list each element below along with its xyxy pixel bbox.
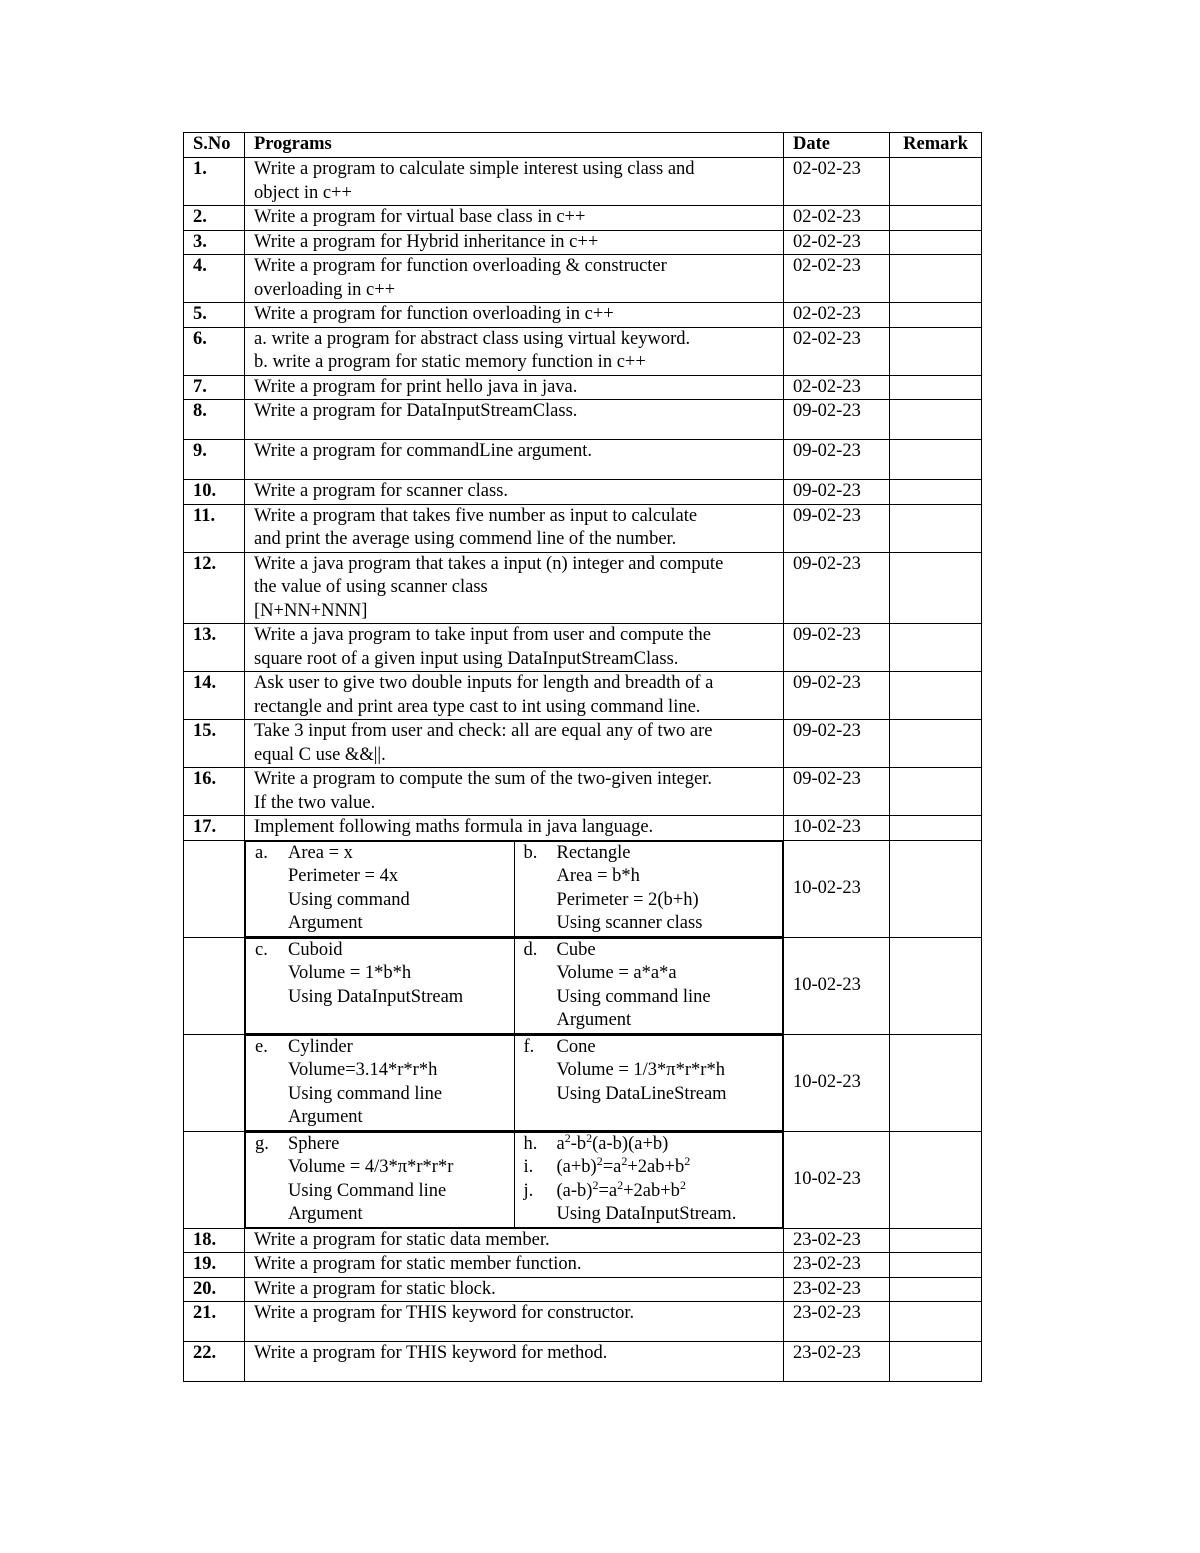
formula-label: j. <box>523 1180 534 1201</box>
row-sno: 12. <box>184 552 245 624</box>
row-program <box>245 552 784 624</box>
program-line: Write a java program to take input from user and compute the <box>254 625 711 645</box>
formula-left <box>246 841 515 936</box>
formula-line: Argument <box>556 1010 632 1030</box>
program-line: Write a program for static data member. <box>254 1229 550 1250</box>
formula-text <box>556 1130 669 1157</box>
program-line: Write a program for DataInputStreamClass. <box>254 401 578 421</box>
formula-label: b. <box>523 842 538 863</box>
row-remark <box>890 375 982 400</box>
row-date: 23-02-23 <box>784 1302 890 1342</box>
row-remark <box>890 504 982 552</box>
row-remark <box>890 230 982 255</box>
row-program <box>245 255 784 303</box>
table-row <box>184 1253 982 1278</box>
row-program <box>245 230 784 255</box>
row-program <box>245 1277 784 1302</box>
row-sno <box>184 1034 245 1131</box>
formula-line: Perimeter = 4x <box>288 866 399 886</box>
formula-line: Volume=3.14*r*r*h <box>288 1060 438 1080</box>
formula-text <box>557 939 711 1033</box>
row-program <box>245 440 784 480</box>
row-program <box>245 504 784 552</box>
table-row <box>184 816 982 841</box>
formula-row <box>184 1034 982 1131</box>
row-date: 02-02-23 <box>784 230 890 255</box>
formula-line: Volume = a*a*a <box>556 963 677 983</box>
row-sno: 17. <box>184 816 245 841</box>
formula-subtable <box>245 1035 783 1131</box>
row-sno: 9. <box>184 440 245 480</box>
program-line: the value of using scanner class <box>254 577 488 597</box>
row-date: 02-02-23 <box>784 375 890 400</box>
formula-right <box>514 841 783 936</box>
row-date: 09-02-23 <box>784 720 890 768</box>
formula-line: Argument <box>288 913 363 933</box>
formula-cell <box>245 840 784 937</box>
formula-text <box>556 1153 691 1180</box>
row-sno: 19. <box>184 1253 245 1278</box>
formula-right <box>514 1132 783 1227</box>
row-program <box>245 375 784 400</box>
formula-left <box>246 938 515 1033</box>
row-date: 23-02-23 <box>784 1342 890 1382</box>
row-date: 09-02-23 <box>784 552 890 624</box>
table-row <box>184 720 982 768</box>
program-line: Write a program for scanner class. <box>254 481 509 501</box>
table-row <box>184 158 982 206</box>
formula-left <box>246 1132 515 1227</box>
formula-item <box>523 1177 783 1227</box>
row-sno: 15. <box>184 720 245 768</box>
row-sno: 14. <box>184 672 245 720</box>
row-remark <box>890 303 982 328</box>
row-sno: 11. <box>184 504 245 552</box>
table-row <box>184 624 982 672</box>
row-remark <box>890 816 982 841</box>
row-sno: 1. <box>184 158 245 206</box>
formula-line: Using DataInputStream. <box>556 1204 737 1224</box>
program-line: object in c++ <box>254 182 352 203</box>
program-line: equal C use &&||. <box>254 744 386 765</box>
table-row <box>184 768 982 816</box>
row-sno: 20. <box>184 1277 245 1302</box>
row-program <box>245 672 784 720</box>
table-row <box>184 1277 982 1302</box>
formula-text <box>557 1036 727 1107</box>
formula-label: g. <box>255 1133 269 1154</box>
row-remark <box>890 720 982 768</box>
row-remark <box>890 158 982 206</box>
program-line: Implement following maths formula in java language. <box>254 817 654 837</box>
row-date: 02-02-23 <box>784 158 890 206</box>
row-date: 09-02-23 <box>784 768 890 816</box>
row-remark <box>890 624 982 672</box>
row-remark <box>890 1228 982 1253</box>
formula-line: Cuboid <box>288 939 343 960</box>
row-date: 09-02-23 <box>784 400 890 440</box>
program-line: Write a program for function overloading & constructer <box>254 256 667 276</box>
row-sno <box>184 840 245 937</box>
header-remark: Remark <box>890 133 982 158</box>
row-sno: 18. <box>184 1228 245 1253</box>
row-remark <box>890 206 982 231</box>
formula-line: Argument <box>288 1204 363 1224</box>
formula-label: a. <box>255 842 268 863</box>
program-line: [N+NN+NNN] <box>254 600 368 621</box>
header-sno: S.No <box>184 133 245 158</box>
row-program <box>245 1228 784 1253</box>
formula-line: Cone <box>556 1036 596 1057</box>
row-program <box>245 480 784 505</box>
table-row <box>184 672 982 720</box>
formula-line: Rectangle <box>556 842 631 863</box>
formula-row <box>184 1131 982 1228</box>
program-line: Write a program for virtual base class in c++ <box>254 207 586 227</box>
row-date: 09-02-23 <box>784 504 890 552</box>
formula-row <box>184 937 982 1034</box>
program-line: Write a program to compute the sum of the two-given integer. <box>254 769 713 789</box>
row-remark <box>890 400 982 440</box>
row-sno <box>184 937 245 1034</box>
formula-line: Using DataInputStream <box>288 986 464 1007</box>
table-row <box>184 1342 982 1382</box>
row-remark <box>890 1034 982 1131</box>
formula-subtable <box>245 841 783 937</box>
formula-cell <box>245 1131 784 1228</box>
row-date: 09-02-23 <box>784 672 890 720</box>
program-line: Write a program for THIS keyword for constructor. <box>254 1303 635 1323</box>
formula-line: Argument <box>288 1107 363 1127</box>
formula-right <box>514 1035 783 1130</box>
formula-subtable <box>245 938 783 1034</box>
table-row <box>184 1302 982 1342</box>
formula-cell <box>245 937 784 1034</box>
row-remark <box>890 327 982 375</box>
row-remark <box>890 1131 982 1228</box>
table-header-row <box>184 133 982 158</box>
formula-line: Using command line <box>288 1083 443 1104</box>
formula-label: i. <box>523 1157 534 1177</box>
row-remark <box>890 768 982 816</box>
formula-text <box>288 939 463 1010</box>
row-remark <box>890 480 982 505</box>
row-sno: 6. <box>184 327 245 375</box>
formula-line: Using Command line <box>288 1180 447 1201</box>
row-sno: 21. <box>184 1302 245 1342</box>
table-row <box>184 255 982 303</box>
table-row <box>184 440 982 480</box>
program-line: Ask user to give two double inputs for length and breadth of a <box>254 673 714 693</box>
row-date: 02-02-23 <box>784 303 890 328</box>
row-date: 09-02-23 <box>784 440 890 480</box>
row-date: 09-02-23 <box>784 624 890 672</box>
row-sno: 7. <box>184 375 245 400</box>
row-date: 09-02-23 <box>784 480 890 505</box>
formula-subtable <box>245 1132 783 1228</box>
row-date: 02-02-23 <box>784 327 890 375</box>
formula-line: $(a-b)^2=a^2+2ab+b^2$ <box>556 1177 686 1201</box>
row-sno: 13. <box>184 624 245 672</box>
row-date: 02-02-23 <box>784 255 890 303</box>
table-row <box>184 375 982 400</box>
formula-label: h. <box>523 1133 538 1154</box>
formula-label: e. <box>255 1036 268 1057</box>
table-row <box>184 206 982 231</box>
formula-item <box>255 1133 514 1227</box>
row-date: 23-02-23 <box>784 1253 890 1278</box>
program-line: Write a program for static block. <box>254 1278 496 1299</box>
program-line: Write a program for static member function. <box>254 1254 582 1274</box>
row-program <box>245 327 784 375</box>
row-date: 23-02-23 <box>784 1277 890 1302</box>
program-line: If the two value. <box>254 792 376 813</box>
row-program <box>245 1302 784 1342</box>
formula-subrow <box>246 1035 783 1130</box>
program-line: Write a program for function overloading in c++ <box>254 304 614 324</box>
formula-cell <box>245 1034 784 1131</box>
row-remark <box>890 672 982 720</box>
formula-line: Area = x <box>288 842 353 863</box>
row-date: 10-02-23 <box>784 840 890 937</box>
table-body <box>184 158 982 1382</box>
row-remark <box>890 937 982 1034</box>
row-remark <box>890 255 982 303</box>
formula-text <box>288 1036 442 1130</box>
row-remark <box>890 1302 982 1342</box>
row-date: 10-02-23 <box>784 1131 890 1228</box>
row-sno <box>184 1131 245 1228</box>
program-line: a. write a program for abstract class using virtual keyword. <box>254 328 691 349</box>
formula-line: Area = b*h <box>556 866 640 886</box>
row-program <box>245 1342 784 1382</box>
table-row <box>184 400 982 440</box>
row-remark <box>890 1277 982 1302</box>
row-date: 10-02-23 <box>784 1034 890 1131</box>
formula-line: Using command <box>288 889 410 910</box>
program-line: Write a program for THIS keyword for method. <box>254 1343 608 1363</box>
program-line: Write a program that takes five number as input to calculate <box>254 505 698 526</box>
table-row <box>184 1228 982 1253</box>
formula-line: $a^2-b^2(a-b)(a+b)$ <box>556 1130 669 1154</box>
row-program <box>245 206 784 231</box>
header-date: Date <box>784 133 890 158</box>
table-row <box>184 230 982 255</box>
row-program <box>245 400 784 440</box>
row-sno: 2. <box>184 206 245 231</box>
program-line: Take 3 input from user and check: all are equal any of two are <box>254 721 713 741</box>
row-program <box>245 1253 784 1278</box>
formula-line: Volume = 4/3*π*r*r*r <box>288 1157 454 1177</box>
program-line: Write a program to calculate simple interest using class and <box>254 159 695 179</box>
program-list-table <box>183 132 982 1382</box>
formula-text <box>288 1133 453 1227</box>
row-program <box>245 720 784 768</box>
row-program <box>245 816 784 841</box>
program-line: Write a program for print hello java in java. <box>254 376 578 397</box>
formula-item <box>255 842 514 936</box>
formula-text <box>556 1177 737 1227</box>
program-line: overloading in c++ <box>254 279 396 300</box>
formula-item <box>255 1036 514 1130</box>
formula-line: $(a+b)^2=a^2+2ab+b^2$ <box>556 1153 691 1177</box>
program-line: Write a program for Hybrid inheritance in c++ <box>254 231 599 252</box>
row-sno: 4. <box>184 255 245 303</box>
program-line: square root of a given input using DataInputStreamClass. <box>254 648 679 669</box>
program-line: Write a java program that takes a input (n) integer and compute <box>254 553 724 574</box>
row-remark <box>890 1253 982 1278</box>
row-sno: 22. <box>184 1342 245 1382</box>
formula-line: Perimeter = 2(b+h) <box>556 889 699 910</box>
table-row <box>184 303 982 328</box>
header-programs: Programs <box>245 133 784 158</box>
row-sno: 16. <box>184 768 245 816</box>
program-line: Write a program for commandLine argument. <box>254 441 592 461</box>
formula-subrow <box>246 1132 783 1227</box>
program-line: b. write a program for static memory function in c++ <box>254 352 646 372</box>
formula-item <box>523 1153 783 1180</box>
row-sno: 5. <box>184 303 245 328</box>
table-row <box>184 504 982 552</box>
formula-line: Volume = 1*b*h <box>288 963 412 983</box>
formula-subrow <box>246 938 783 1033</box>
formula-line: Sphere <box>288 1133 340 1154</box>
row-date: 23-02-23 <box>784 1228 890 1253</box>
formula-text <box>288 842 410 936</box>
formula-item <box>524 842 783 936</box>
row-remark <box>890 840 982 937</box>
program-line: rectangle and print area type cast to int using command line. <box>254 696 701 717</box>
row-program <box>245 158 784 206</box>
formula-label: c. <box>255 939 268 960</box>
row-remark <box>890 552 982 624</box>
table-row <box>184 552 982 624</box>
formula-line: Using scanner class <box>556 913 703 933</box>
formula-line: Cube <box>556 939 596 960</box>
program-line: and print the average using commend line of the number. <box>254 529 677 549</box>
formula-line: Cylinder <box>288 1036 353 1057</box>
row-date: 02-02-23 <box>784 206 890 231</box>
formula-label: f. <box>523 1036 535 1057</box>
row-date: 10-02-23 <box>784 816 890 841</box>
formula-right <box>514 938 783 1033</box>
formula-item <box>255 939 514 1010</box>
formula-subrow <box>246 841 783 936</box>
formula-line: Volume = 1/3*π*r*r*h <box>556 1060 725 1080</box>
row-program <box>245 768 784 816</box>
formula-line: Using command line <box>556 986 711 1007</box>
row-remark <box>890 440 982 480</box>
row-date: 10-02-23 <box>784 937 890 1034</box>
formula-text <box>557 842 703 936</box>
formula-item <box>524 1036 783 1107</box>
formula-left <box>246 1035 515 1130</box>
row-sno: 8. <box>184 400 245 440</box>
row-remark <box>890 1342 982 1382</box>
formula-item <box>524 939 783 1033</box>
formula-line: Using DataLineStream <box>556 1083 727 1104</box>
formula-label: d. <box>523 939 538 960</box>
row-sno: 10. <box>184 480 245 505</box>
row-sno: 3. <box>184 230 245 255</box>
table-row <box>184 327 982 375</box>
formula-item <box>523 1130 783 1157</box>
table-row <box>184 480 982 505</box>
formula-row <box>184 840 982 937</box>
row-program <box>245 624 784 672</box>
row-program <box>245 303 784 328</box>
